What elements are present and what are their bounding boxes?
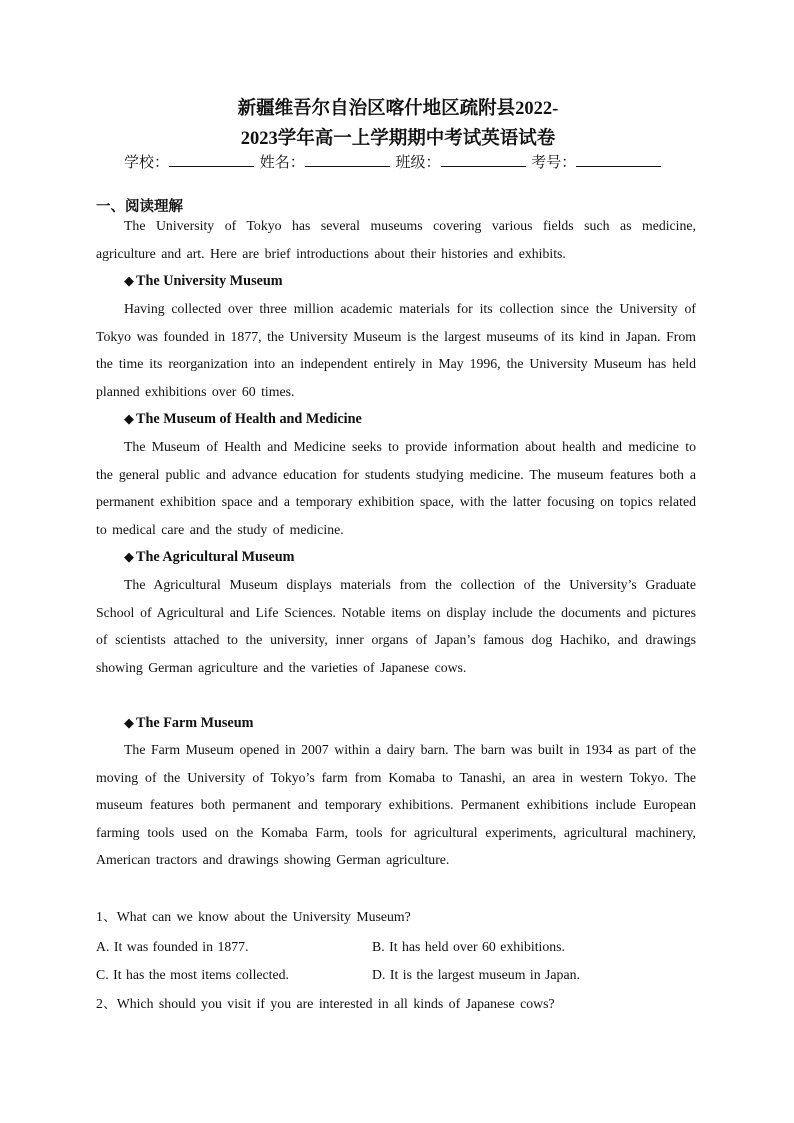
question-1-stem: 1、What can we know about the University Museum?	[96, 909, 411, 924]
school-blank[interactable]	[169, 152, 254, 167]
museum-heading-agricultural	[124, 547, 294, 567]
section-heading: 一、阅读理解	[96, 199, 183, 215]
exam-title-line1: 新疆维吾尔自治区喀什地区疏附县2022-	[237, 99, 559, 119]
diamond-bullet-icon: ◆	[124, 549, 134, 564]
school-label: 学校：	[124, 155, 170, 171]
diamond-bullet-icon: ◆	[124, 411, 134, 426]
question-1-option-a[interactable]: A. It was founded in 1877.	[96, 939, 249, 954]
class-blank[interactable]	[441, 152, 526, 167]
museum-name: The Agricultural Museum	[136, 549, 295, 565]
museum-paragraph-health: The Museum of Health and Medicine seeks to provide information about health and medicine to the general public and advance education for students studying medicine. The museum features both a permanent exhibition space and a temporary exhibition space, with the latter focusing on topics related to medical care and the study of medicine.	[96, 439, 696, 537]
question-1-option-c[interactable]: C. It has the most items collected.	[96, 967, 289, 982]
museum-name: The Museum of Health and Medicine	[136, 411, 362, 427]
question-1-option-d[interactable]: D. It is the largest museum in Japan.	[372, 967, 580, 982]
question-2-stem: 2、Which should you visit if you are interested in all kinds of Japanese cows?	[96, 996, 555, 1011]
museum-paragraph-agricultural: The Agricultural Museum displays materials from the collection of the University’s Graduate School of Agricultural and Life Sciences. Notable items on display include the documents and pictures of scientists attached to the university, inner organs of Japan’s famous dog Hachiko, and drawings showing German agriculture and the varieties of Japanese cows.	[96, 577, 696, 675]
museum-paragraph-university: Having collected over three million academic materials for its collection since the University of Tokyo was founded in 1877, the University Museum is the largest museums of its kind in Japan. From the time its reorganization into an independent entirely in May 1996, the University Museum has held planned exhibitions over 60 times.	[96, 301, 696, 399]
museum-name: The University Museum	[136, 273, 283, 289]
class-label: 班级：	[395, 155, 441, 171]
exam-number-label: 考号：	[531, 155, 577, 171]
museum-heading-farm	[124, 713, 253, 733]
diamond-bullet-icon: ◆	[124, 715, 134, 730]
museum-heading-university	[124, 271, 283, 291]
museum-heading-health	[124, 409, 362, 429]
museum-paragraph-farm: The Farm Museum opened in 2007 within a dairy barn. The barn was built in 1934 as part of the moving of the University of Tokyo’s farm from Komaba to Tanashi, an area in western Tokyo. The museum features both permanent and temporary exhibitions. Permanent exhibitions include European farming tools used on the Komaba Farm, tools for agricultural experiments, agricultural machinery, American tractors and drawings showing German agriculture.	[96, 742, 696, 868]
museum-name: The Farm Museum	[136, 715, 254, 731]
student-info-line	[124, 152, 684, 174]
diamond-bullet-icon: ◆	[124, 273, 134, 288]
name-label: 姓名：	[259, 155, 305, 171]
exam-title-line2: 2023学年高一上学期期中考试英语试卷	[240, 129, 556, 149]
name-blank[interactable]	[305, 152, 390, 167]
intro-paragraph: The University of Tokyo has several museums covering various fields such as medicine, agriculture and art. Here are brief introductions about their histories and exhibits.	[96, 218, 696, 261]
exam-number-blank[interactable]	[576, 152, 661, 167]
question-1-option-b[interactable]: B. It has held over 60 exhibitions.	[372, 939, 565, 954]
